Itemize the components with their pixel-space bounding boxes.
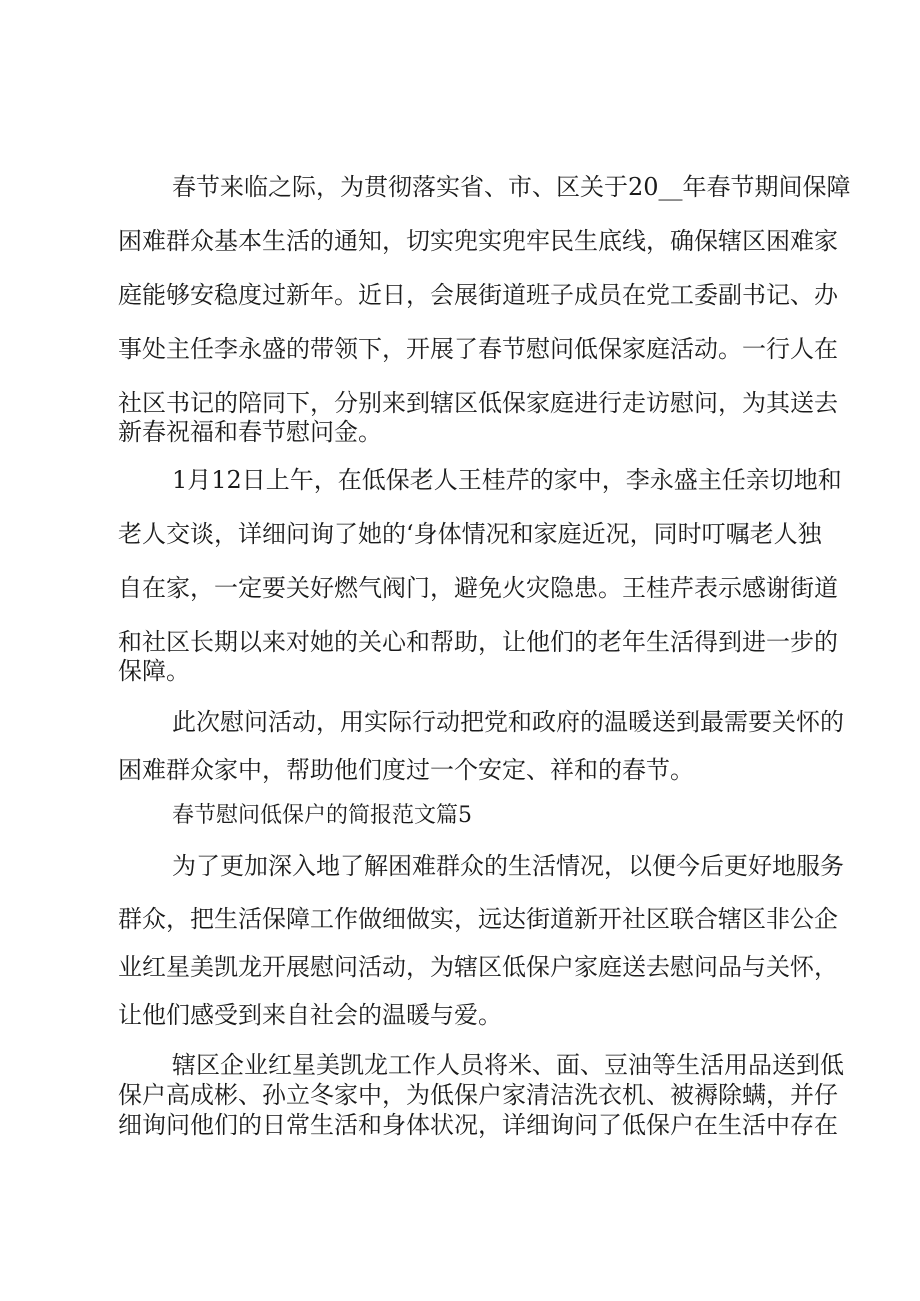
text-line: 困难群众基本生活的通知，切实兜实兜牢民生底线，确保辖区困难家 <box>118 227 838 255</box>
text-line: 群众，把生活保障工作做细做实，远达街道新开社区联合辖区非公企 <box>118 905 838 933</box>
text-line: 自在家，一定要关好燃气阀门，避免火灾隐患。王桂芹表示感谢街道 <box>118 574 838 602</box>
text-line: 春节来临之际，为贯彻落实省、市、区关于20__年春节期间保障 <box>172 173 851 201</box>
text-line: 细询问他们的日常生活和身体状况，详细询问了低保户在生活中存在 <box>118 1111 838 1139</box>
text-line: 为了更加深入地了解困难群众的生活情况，以便今后更好地服务 <box>172 852 844 880</box>
text-line: 保户高成彬、孙立冬家中，为低保户家清洁洗衣机、被褥除螨，并仔 <box>118 1081 838 1109</box>
text-line: 新春祝福和春节慰问金。 <box>118 418 382 446</box>
text-line: 事处主任李永盛的带领下，开展了春节慰问低保家庭活动。一行人在 <box>118 335 838 363</box>
text-line: 困难群众家中，帮助他们度过一个安定、祥和的春节。 <box>118 756 694 784</box>
text-line: 辖区企业红星美凯龙工作人员将米、面、豆油等生活用品送到低 <box>172 1051 844 1079</box>
text-line: 社区书记的陪同下，分别来到辖区低保家庭进行走访慰问，为其送去 <box>118 389 838 417</box>
text-line: 和社区长期以来对她的关心和帮助，让他们的老年生活得到进一步的 <box>118 628 838 656</box>
text-line: 保障。 <box>118 657 190 685</box>
text-line: 此次慰问活动，用实际行动把党和政府的温暖送到最需要关怀的 <box>172 708 844 736</box>
text-line: 庭能够安稳度过新年。近日，会展街道班子成员在党工委副书记、办 <box>118 281 838 309</box>
text-line: 让他们感受到来自社会的温暖与爱。 <box>118 1001 502 1029</box>
text-line: 老人交谈，详细问询了她的‘身体情况和家庭近况，同时叮嘱老人独 <box>118 520 822 548</box>
section-heading: 春节慰问低保户的简报范文篇5 <box>172 803 472 828</box>
text-line: 业红星美凯龙开展慰问活动，为辖区低保户家庭送去慰问品与关怀， <box>118 953 838 981</box>
text-line: 1月12日上午，在低保老人王桂芹的家中，李永盛主任亲切地和 <box>172 466 842 494</box>
